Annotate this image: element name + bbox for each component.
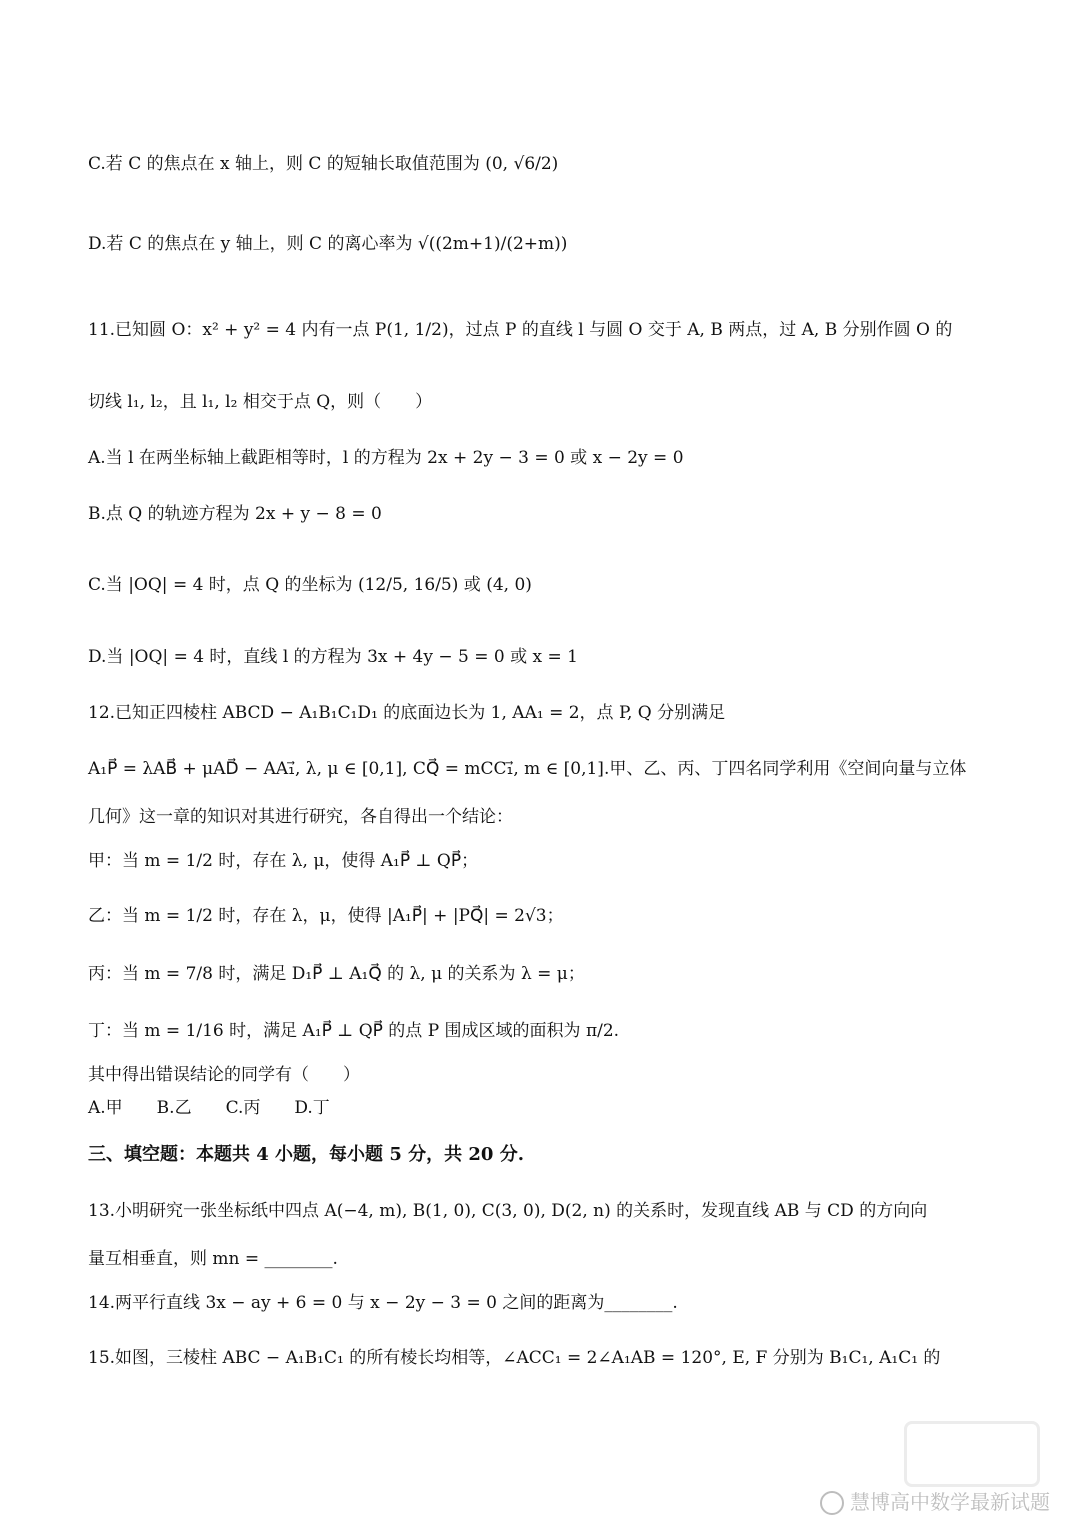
question-15-line1: 15.如图，三棱柱 ABC − A₁B₁C₁ 的所有棱长均相等，∠ACC₁ = 2∠A₁AB = 120°, E, F 分别为 B₁C₁, A₁C₁ 的 [88, 1348, 941, 1368]
question-14: 14.两平行直线 3x − ay + 6 = 0 与 x − 2y − 3 = 0 之间的距离为________. [88, 1293, 678, 1313]
statement-yi: 乙：当 m = 1/2 时，存在 λ，μ，使得 |A₁P⃗| + |PQ⃗| = 2√3； [88, 906, 564, 926]
question-11-line2: 切线 l₁, l₂，且 l₁, l₂ 相交于点 Q，则（ ） [88, 392, 433, 412]
question-12-line3: 几何》这一章的知识对其进行研究，各自得出一个结论： [88, 807, 513, 827]
section-heading-fill-in: 三、填空题：本题共 4 小题，每小题 5 分，共 20 分. [88, 1144, 524, 1165]
question-12-options: A.甲 B.乙 C.丙 D.丁 [88, 1098, 330, 1118]
question-13-line1: 13.小明研究一张坐标纸中四点 A(−4, m), B(1, 0), C(3, 0), D(2, n) 的关系时，发现直线 AB 与 CD 的方向向 [88, 1201, 928, 1221]
statement-jia: 甲：当 m = 1/2 时，存在 λ, μ，使得 A₁P⃗ ⊥ QP⃗； [88, 851, 479, 871]
question-11-line1: 11.已知圆 O：x² + y² = 4 内有一点 P(1, 1/2)，过点 P 的直线 l 与圆 O 交于 A, B 两点，过 A, B 分别作圆 O 的 [88, 320, 953, 340]
watermark-stamp [904, 1421, 1040, 1487]
watermark [820, 1486, 1050, 1516]
option-11d: D.当 |OQ| = 4 时，直线 l 的方程为 3x + 4y − 5 = 0 或 x = 1 [88, 647, 578, 667]
option-11b: B.点 Q 的轨迹方程为 2x + y − 8 = 0 [88, 504, 382, 524]
question-12-prompt: 其中得出错误结论的同学有（ ） [88, 1065, 360, 1085]
wechat-icon [820, 1491, 844, 1515]
question-13-line2: 量互相垂直，则 mn = ________. [88, 1249, 338, 1269]
statement-bing: 丙：当 m = 7/8 时，满足 D₁P⃗ ⊥ A₁Q⃗ 的 λ, μ 的关系为 λ = μ； [88, 964, 585, 984]
option-11a: A.当 l 在两坐标轴上截距相等时，l 的方程为 2x + 2y − 3 = 0 或 x − 2y = 0 [88, 448, 684, 468]
option-10d: D.若 C 的焦点在 y 轴上，则 C 的离心率为 √((2m+1)/(2+m)) [88, 234, 568, 254]
option-10c: C.若 C 的焦点在 x 轴上，则 C 的短轴长取值范围为 (0, √6/2) [88, 154, 559, 174]
watermark-text: 慧博高中数学最新试题 [850, 1489, 1050, 1514]
statement-ding: 丁：当 m = 1/16 时，满足 A₁P⃗ ⊥ QP⃗ 的点 P 围成区域的面积为 π/2. [88, 1021, 620, 1041]
question-12-line2: A₁P⃗ = λAB⃗ + μAD⃗ − AA₁⃗, λ, μ ∈ [0,1], CQ⃗ = mCC₁⃗, m ∈ [0,1].甲、乙、丙、丁四名同学利用《空间向量与立体 [88, 759, 967, 779]
question-12-line1: 12.已知正四棱柱 ABCD − A₁B₁C₁D₁ 的底面边长为 1, AA₁ = 2，点 P, Q 分别满足 [88, 703, 726, 723]
option-11c: C.当 |OQ| = 4 时，点 Q 的坐标为 (12/5, 16/5) 或 (4, 0) [88, 575, 532, 595]
